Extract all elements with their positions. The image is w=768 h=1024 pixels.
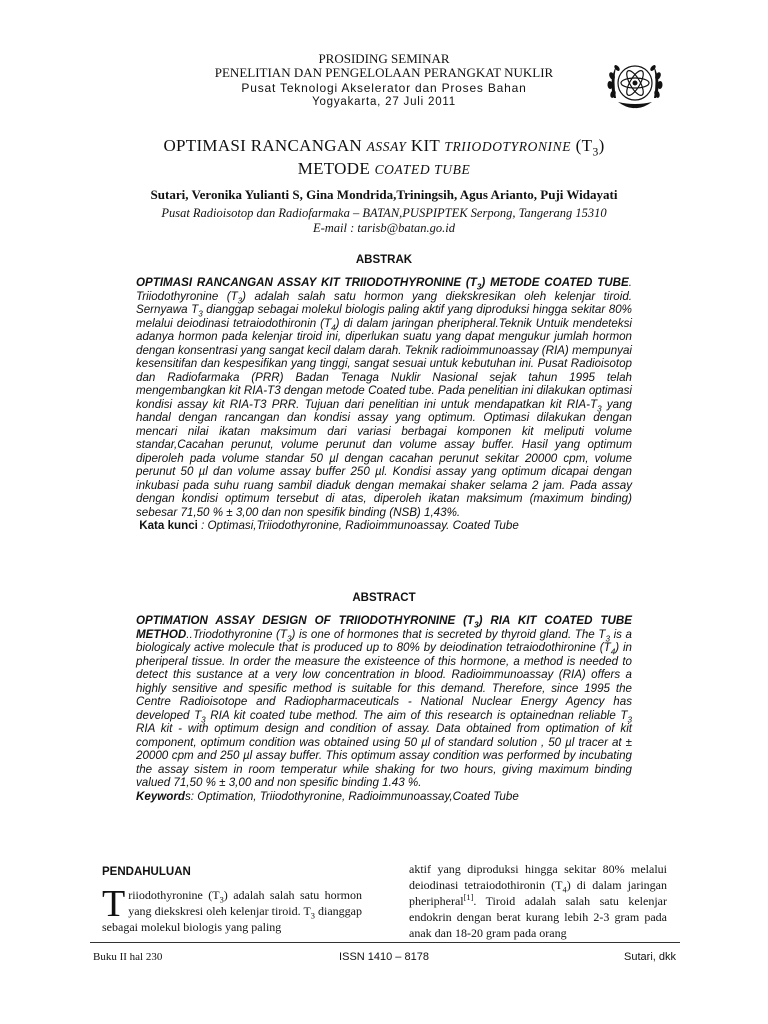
footer-book-page: Buku II hal 230 [93, 951, 163, 963]
citation-ref: [1] [463, 893, 474, 902]
batan-logo-icon [604, 52, 666, 114]
paper-title-line2: METODE COATED TUBE [297, 159, 471, 178]
footer-rule [90, 942, 680, 943]
author-list: Sutari, Veronika Yulianti S, Gina Mondrida,Triningsih, Agus Arianto, Puji Widayati [150, 187, 618, 202]
proceedings-title: PROSIDING SEMINAR [318, 51, 450, 66]
paper-title: OPTIMASI RANCANGAN ASSAY KIT TRIIODOTYRONINE $(T_3)$ [163, 136, 605, 159]
author-affiliation: Pusat Radioisotop dan Radiofarmaka – BATAN,PUSPIPTEK Serpong, Tangerang 15310 [161, 206, 607, 220]
seminar-title: PENELITIAN DAN PENGELOLAAN PERANGKAT NUKLIR [214, 65, 554, 80]
drop-cap: T [102, 883, 126, 925]
abstract-keyword-label: Keyword [136, 789, 185, 803]
abstract-keywords: s: Optimation, Triiodothyronine, Radioimmunoassay,Coated Tube [184, 789, 519, 803]
footer-issn: ISSN 1410 – 8178 [339, 951, 429, 963]
abstrak-keyword-label: Kata kunci [139, 519, 198, 532]
introduction-column-right: aktif yang diproduksi hingga sekitar 80% melalui deiodinasi tetraiodothironin $(T_4)$ di dalam jaringan pheripheral[1]. Tiroid adalah salah satu kelenjar endokrin dengan berat kurang lebih 2-3 gram pada anak dan 18-20 gram pada orang [409, 862, 667, 940]
footer-author: Sutari, dkk [624, 951, 676, 963]
seminar-date: Yogyakarta, 27 Juli 2011 [312, 96, 456, 108]
abstrak-heading: ABSTRAK [355, 254, 413, 266]
abstract-body: OPTIMATION ASSAY DESIGN OF TRIIODOTHYRONINE $(T_3)$ RIA KIT COATED TUBE METHOD..Triodothyronine $(T_3)$ is one of hormones that is secreted by thyroid gland. The $T_3$ is a biologicaly active molecule that is produced up to 80% by deiodination tetraiodothironine $(T_4)$ in pheriperal tissue. In order the measure the existeence of this hormone, a method is needed to detect this sustance at a very low concentration in blood. Radioimmunoassay (RIA) offers a highly sensitive and spesific method is suitable for this demand. Therefore, since 1995 the Centre Radioisotope and Radiopharmaceuticals - National Nuclear Energy Agency has developed $T_3$ RIA kit coated tube method. The aim of this research is optainednan reliable $T_3$ RIA kit - with optimum design and condition of assay. Data obtained from optimation of kit component, optimum condition was obtained using 50 µl of standard solution , 50 µl tracer at ± 20000 cpm and 250 µl assay buffer. This optimum assay condition was performed by incubating the assay sistem in room temperatur while shaking for two hours, giving maximum binding valued 71,50 % ± 3,00 and non spesific binding 1.43 %. Keywords: Optimation, Triiodothyronine, Radioimmunoassay,Coated Tube [136, 614, 633, 803]
author-email: E-mail : tarisb@batan.go.id [312, 221, 456, 235]
introduction-column-left: Triiodothyronine $(T_3)$ adalah salah satu hormon yang diekskresi oleh kelenjar tiroid. $T_3$ dianggap sebagai molekul biologis yang paling [102, 883, 363, 934]
abstract-heading: ABSTRACT [352, 592, 416, 604]
abstrak-body: OPTIMASI RANCANGAN ASSAY KIT TRIIODOTHYRONINE $(T_3)$ METODE COATED TUBE. Triiodothyronine $(T_3)$ adalah salah satu hormon yang diekskresikan oleh kelenjar tiroid. Sernyawa $T_3$ dianggap sebagai molekul biologis paling aktif yang diproduksi hingga sekitar 80% melalui deiodinasi tetraiodothironin $(T_4)$ di dalam jaringan pheripheral.Teknik Untuik mendeteksi adanya hormon pada kelenjar tiroid ini, diperlukan suatu yang dapat mengukur jumlah hormon dengan konsentrasi yang sangat kecil dalam darah. Teknik radioimmunoassay (RIA) mempunyai kesensitifan dan kespesifikan yang tinggi, sangat sesuai untuk kebutuhan ini. Pusat Radioisotop dan Radiofarmaka (PRR) Badan Tenaga Nuklir Nasional sejak tahun 1995 telah mengembangkan kit RIA-T3 dengan metode Coated tube. Pada penelitian ini dilakukan optimasi kondisi assay kit RIA-T3 PRR. Tujuan dari penelitian ini untuk mendapatkan kit RIA-$T_3$ yang handal dengan rancangan dan kondisi assay yang optimum. Optimasi dilakukan dengan mencari nilai ikatan maksimum dari variasi berbagai komponen kit meliputi volume standar,Cacahan perunut, volume perunut dan volume assay buffer. Hasil yang optimum diperoleh pada volume standar 50 µl dengan cacahan perunut sekitar 20000 cpm, volume perunut 50 µl dan volume assay buffer 250 µl. Kondisi assay yang optimum dicapai dengan inkubasi pada suhu ruang sambil diaduk dengan memakai shaker selama 2 jam. Pada assay dengan kondisi optimum tersebut di atas, diperoleh ikatan maksimum (maximum binding) sebesar 71,50 % ± 3,00 dan non spesifik binding (NSB) 1,43%. Kata kunci : Optimasi,Triiodothyronine, Radioimmunoassay. Coated Tube [136, 276, 633, 532]
institution-name: Pusat Teknologi Akselerator dan Proses Bahan [241, 81, 527, 95]
introduction-heading: PENDAHULUAN [102, 866, 191, 878]
abstrak-keywords: : Optimasi,Triiodothyronine, Radioimmunoassay. Coated Tube [197, 519, 519, 532]
